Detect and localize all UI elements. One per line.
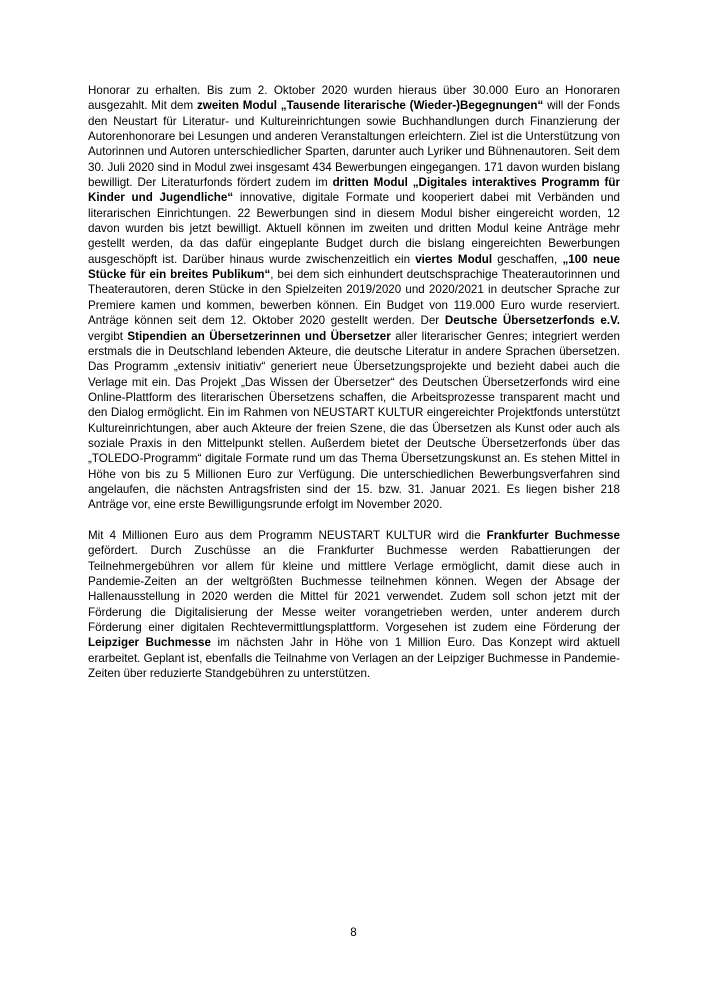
text-run: geschaffen, <box>492 252 563 266</box>
page-number: 8 <box>350 926 357 939</box>
text-run: Mit 4 Millionen Euro aus dem Programm NEUSTART KULTUR wird die <box>88 528 487 542</box>
text-run: gefördert. Durch Zuschüsse an die Frankfurter Buchmesse werden Rabattierungen der Teilnehmergebühren vor allem für kleine und mittlere Verlage ermöglicht, damit diese auch in Pandemie-Zeiten an der weltgrößten Buchmesse teilnehmen können. Wegen der Absage der Hallenausstellung in 2020 werden die Mittel für 2021 verwendet. Zudem soll schon jetzt mit der Förderung die Digitalisierung der Messe weiter vorangetrieben werden, unter anderem durch Förderung einer digitalen Rechtevermittlungsplattform. Vorgesehen ist zudem eine Förderung der <box>88 544 620 634</box>
emphasis-run: Stipendien an Übersetzerinnen und Übersetzer <box>127 329 391 343</box>
paragraph-2 <box>88 528 620 681</box>
emphasis-run: dritten Modul „Digitales interaktives Programm für Kinder und Jugendliche“ <box>88 176 620 205</box>
document-body <box>88 83 620 681</box>
emphasis-run: Leipziger Buchmesse <box>88 636 211 650</box>
text-run: im nächsten Jahr in Höhe von 1 Million Euro. Das Konzept wird aktuell erarbeitet. Geplant ist, ebenfalls die Teilnahme von Verlagen an der Leipziger Buchmesse in Pandemie-Zeiten über reduzierte Standgebühren zu unterstützen. <box>88 636 620 681</box>
text-run: Honorar zu erhalten. Bis zum 2. Oktober 2020 wurden hieraus über 30.000 Euro an Honoraren ausgezahlt. Mit dem <box>88 84 620 113</box>
text-run: , bei dem sich einhundert deutschsprachige Theaterautorinnen und Theaterautoren, deren Stücke in den Spielzeiten 2019/2020 und 2020/2021 in deutscher Sprache zur Premiere kamen und kommen, bewerben können. Ein Budget von 119.000 Euro wurde reserviert. Anträge können seit dem 12. Oktober 2020 gestellt werden. Der <box>88 268 620 328</box>
emphasis-run: „100 neue Stücke für ein breites Publikum“ <box>88 252 620 282</box>
emphasis-run: Frankfurter Buchmesse <box>486 528 620 542</box>
emphasis-run: Deutsche Übersetzerfonds e.V. <box>444 314 620 328</box>
text-run: will der Fonds den Neustart für Literatur- und Kultureinrichtungen sowie Buchhandlungen durch Finanzierung der Autorenhonorare bei Lesungen und anderen Veranstaltungen erleichtern. Ziel ist die Unterstützung von Autorinnen und Autoren unterschiedlicher Sparten, darunter auch Lyriker und Bühnenautoren. Seit dem 30. Juli 2020 sind in Modul zwei insgesamt 434 Bewerbungen eingegangen. 171 davon wurden bislang bewilligt. Der Literaturfonds fördert zudem im <box>88 99 620 190</box>
text-run: aller literarischer Genres; integriert werden erstmals die in Deutschland lebenden Akteure, die deutsche Literatur in andere Sprachen übersetzen. Das Programm „extensiv initiativ“ generiert neue Übersetzungsprojekte und bezieht dabei auch die Verlage mit ein. Das Projekt „Das Wissen der Übersetzer“ des Deutschen Übersetzerfonds wird eine Online-Plattform des literarischen Übersetzens schaffen, die Arbeitsprozesse transparent macht und den Dialog ermöglicht. Ein im Rahmen von NEUSTART KULTUR eingereichter Projektfonds unterstützt Kultureinrichtungen, aber auch Akteure der freien Szene, die das Übersetzen als Kunst oder auch als soziale Praxis in den Mittelpunkt stellen. Außerdem bietet der Deutsche Übersetzerfonds über das „TOLEDO-Programm“ digitale Formate rund um das Thema Übersetzungskunst an. Es stehen Mittel in Höhe von bis zu 5 Millionen Euro zur Verfügung. Die unterschiedlichen Bewerbungsverfahren sind angelaufen, die nächsten Antragsfristen sind der 15. bzw. 31. Januar 2021. Es liegen bisher 218 Anträge vor, eine erste Bewilligungsrunde erfolgt im November 2020. <box>88 329 620 512</box>
text-run: vergibt <box>88 329 128 343</box>
emphasis-run: viertes Modul <box>415 252 493 266</box>
text-run: innovative, digitale Formate und kooperiert dabei mit Verbänden und literarischen Einrichtungen. 22 Bewerbungen sind in diesem Modul bisher eingereicht worden, 12 davon wurden bis jetzt bewilligt. Aktuell können im zweiten und dritten Modul keine Anträge mehr gestellt werden, da das dafür eingeplante Budget durch die bislang eingereichten Bewerbungen ausgeschöpft ist. Darüber hinaus wurde zwischenzeitlich ein <box>88 191 621 266</box>
emphasis-run: zweiten Modul „Tausende literarische (Wieder-)Begegnungen“ <box>196 99 544 113</box>
paragraph-1 <box>88 83 620 513</box>
